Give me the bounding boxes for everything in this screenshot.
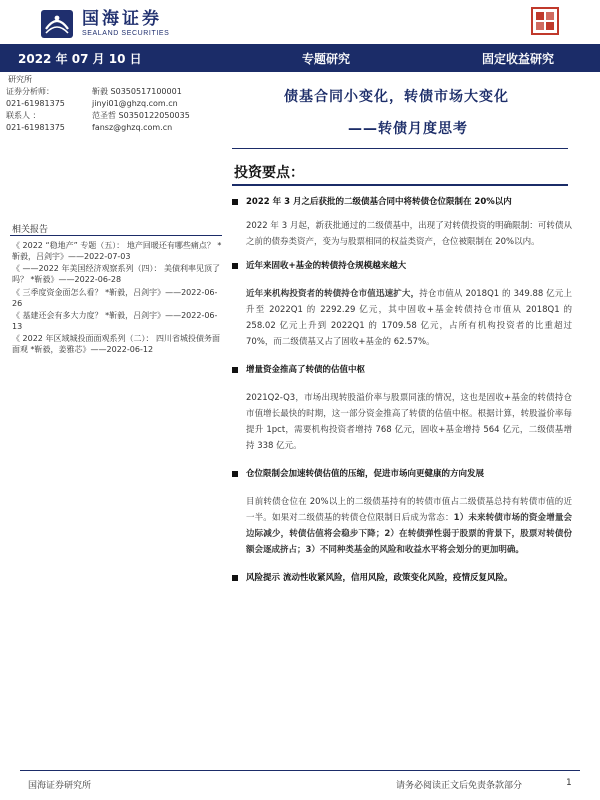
point-heading-text: 仓位限制会加速转债估值的压缩，促进市场向更健康的方向发展 xyxy=(246,469,485,479)
company-logo xyxy=(40,8,210,40)
related-reports-heading: 相关报告 xyxy=(12,225,49,235)
point-body: 2021Q2-Q3，市场出现转股溢价率与股票同涨的情况，这也是固收+基金的转债持仓市值增长最快的时期，这一部分资金推高了转债的估值中枢。根据计算，转股溢价率每提升 1pct，需要机构投资者增持 768 亿元，固收+基金增持 564 亿元，二级债基增持 338 亿元。 xyxy=(246,393,572,451)
point-lead: 近年来机构投资者的转债持仓市值迅速扩大， xyxy=(246,289,420,299)
report-type: 专题研究 xyxy=(302,52,351,66)
related-report-link[interactable]: 《 2022 “稳地产” 专题（五）： 地产回暖还有哪些痛点？ *靳毅，吕剑宇》——2022-07-03 xyxy=(12,241,222,261)
analyst-role: 研究所 xyxy=(8,75,32,84)
point-body xyxy=(232,286,572,350)
bullet-square-icon xyxy=(232,367,238,373)
sealand-logo-icon xyxy=(40,9,74,39)
analyst-email[interactable]: fansz@ghzq.com.cn xyxy=(92,123,173,132)
page-number: 1 xyxy=(566,778,572,788)
related-report-link[interactable]: 《 基建还会有多大力度？ *靳毅，吕剑宇》——2022-06-13 xyxy=(12,310,218,331)
footer-institute: 国海证券研究所 xyxy=(28,781,92,791)
related-reports-list xyxy=(12,240,224,356)
report-title: 债基合同小变化，转债市场大变化 xyxy=(284,89,509,105)
point-body xyxy=(232,494,572,558)
brand-name-cn: 国海证券 xyxy=(82,9,162,29)
analyst-cell: 证券分析师： xyxy=(6,87,54,96)
bullet-square-icon xyxy=(232,263,238,269)
point-heading-text: 增量资金推高了转债的估值中枢 xyxy=(246,365,366,375)
related-report-link[interactable]: 《 ——2022 年美国经济观察系列（四）： 美债利率见顶了吗？ *靳毅》——2022-06-28 xyxy=(12,264,220,285)
point-heading-text: 2022 年 3 月之后获批的二级债基合同中将转债仓位限制在 20%以内 xyxy=(246,197,512,207)
related-report-link[interactable]: 《 2022 年区域城投面面观系列（二）： 四川省城投债务面面观 *靳毅，姜雅芯》——2022-06-12 xyxy=(12,334,220,355)
analyst-phone: 021-61981375 xyxy=(6,99,65,108)
report-category: 固定收益研究 xyxy=(482,52,555,66)
risk-text: 流动性收紧风险，信用风险，政策变化风险，疫情反复风险。 xyxy=(282,573,513,583)
brand-name-en: SEALAND SECURITIES xyxy=(82,30,170,37)
point-heading xyxy=(232,364,572,376)
point-body-text: 目前转债仓位在 20%以上的二级债基持有的转债市值占二级债基总持有转债市值的近一半。如果对二级债基的转债仓位限制日后成为常态： xyxy=(246,497,572,523)
related-report-link[interactable]: 《 三季度资金面怎么看？ *靳毅，吕剑宇》——2022-06-26 xyxy=(12,287,218,308)
point-heading xyxy=(232,196,572,208)
footer-divider xyxy=(20,770,580,771)
analyst-info xyxy=(6,74,236,134)
bullet-square-icon xyxy=(232,471,238,477)
point-heading-text: 近年来固收+基金的转债持仓规模越来越大 xyxy=(246,261,407,271)
analyst-cell: 联系人 ： xyxy=(6,111,41,120)
related-divider xyxy=(10,235,222,236)
research-seal-icon xyxy=(530,6,560,36)
point-heading xyxy=(232,260,572,272)
header-band xyxy=(0,44,600,72)
analyst-email[interactable]: jinyi01@ghzq.com.cn xyxy=(92,99,178,108)
summary-divider xyxy=(232,184,568,186)
bullet-square-icon xyxy=(232,575,238,581)
analyst-cell: 范圣哲 S0350122050035 xyxy=(92,111,190,120)
analyst-phone: 021-61981375 xyxy=(6,123,65,132)
point-heading xyxy=(232,468,572,480)
analyst-cell: 靳毅 S0350517100001 xyxy=(92,87,182,96)
key-points xyxy=(232,196,572,584)
title-divider xyxy=(232,148,568,149)
point-body-text: 持仓市值从 2018Q1 的 349.88 亿元上升至 2022Q1 的 2292.29 亿元，其中固收+基金转债持仓市值从 2018Q1 的 258.02 亿元上升到 2022Q1 的 1709.58 亿元，占所有机构投资者的比重超过 70%，而二级债基又占了固收+基金的 62.57%。 xyxy=(246,289,572,347)
point-emphasis: 1）未来转债市场的资金增量会边际减少，转债估值将会稳步下降；2）在转债弹性弱于股票的背景下，股票对转债份额会逐成挤占；3）不同种类基金的风险和收益水平将会划分的更加明确。 xyxy=(246,513,572,555)
risk-warning xyxy=(232,572,572,584)
report-date: 2022 年 07 月 10 日 xyxy=(18,52,142,66)
risk-warning-text xyxy=(246,572,513,584)
footer-disclaimer: 请务必阅读正文后免责条款部分 xyxy=(396,781,523,791)
summary-heading: 投资要点： xyxy=(234,165,304,181)
report-subtitle: ——转债月度思考 xyxy=(348,121,468,137)
bullet-square-icon xyxy=(232,199,238,205)
risk-label: 风险提示 xyxy=(246,573,281,583)
point-body: 2022 年 3 月起，新获批通过的二级债基中，出现了对转债投资的明确限制：可转债从之前的债券类资产，变为与股票相同的权益类资产，仓位被限制在 20%以内。 xyxy=(246,221,572,247)
